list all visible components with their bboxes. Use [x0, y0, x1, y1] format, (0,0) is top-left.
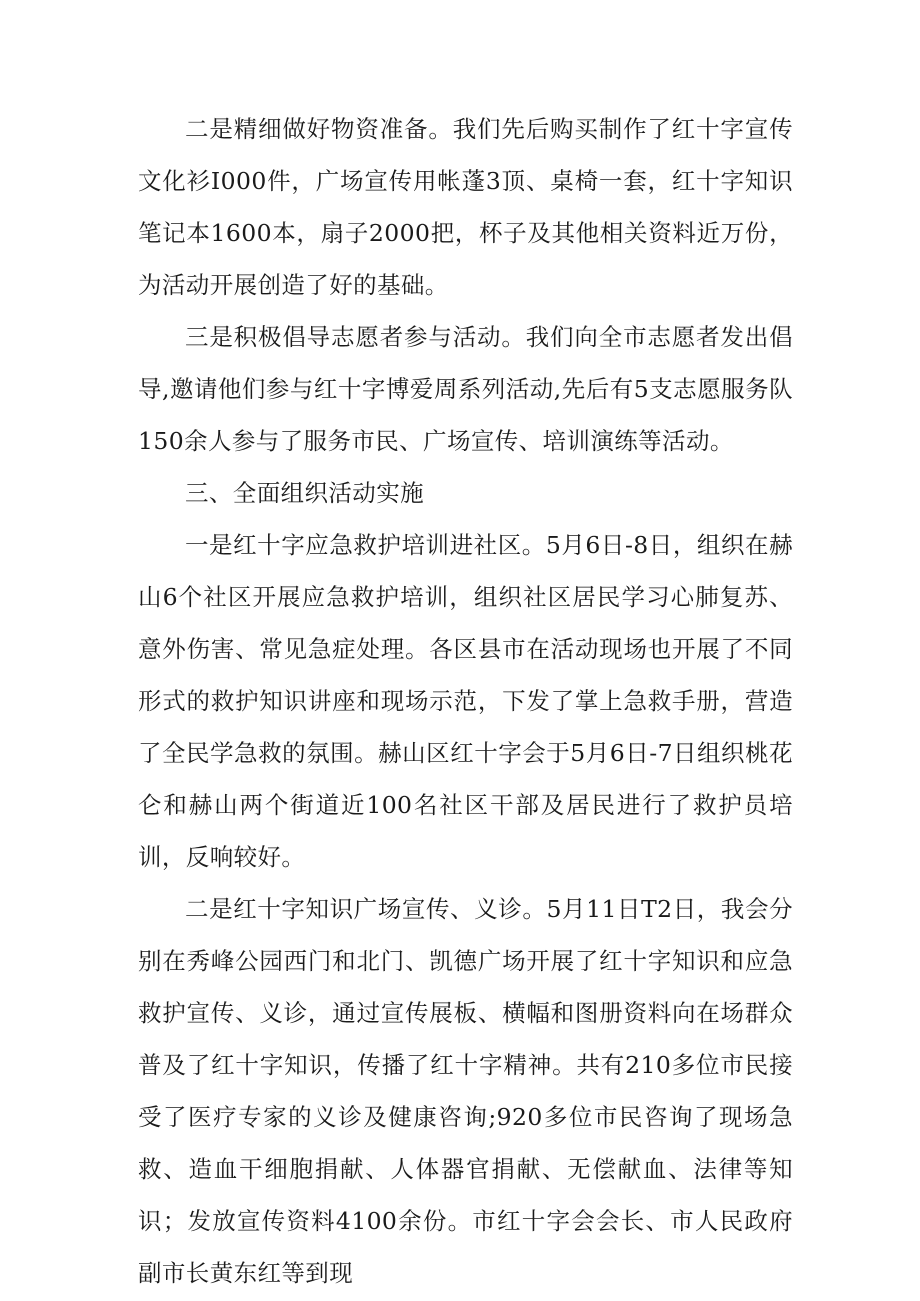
paragraph-volunteer-participation: 三是积极倡导志愿者参与活动。我们向全市志愿者发出倡导,邀请他们参与红十字博爱周系列活动,先后有5支志愿服务队150余人参与了服务市民、广场宣传、培训演练等活动。: [138, 323, 793, 455]
paragraph-material-preparation: 二是精细做好物资准备。我们先后购买制作了红十字宣传文化衫I000件，广场宣传用帐蓬3顶、桌椅一套，红十字知识笔记本1600本，扇子2000把，杯子及其他相关资料近万份，为活动开展创造了好的基础。: [138, 115, 793, 299]
section-heading-activity-implementation: 三、全面组织活动实施: [185, 479, 424, 507]
paragraph-square-publicity: 二是红十字知识广场宣传、义诊。5月11日T2日，我会分别在秀峰公园西门和北门、凯德广场开展了红十字知识和应急救护宣传、义诊，通过宣传展板、横幅和图册资料向在场群众普及了红十字知识，传播了红十字精神。共有210多位市民接受了医疗专家的义诊及健康咨询;920多位市民咨询了现场急救、造血干细胞捐献、人体器官捐献、无偿献血、法律等知识；发放宣传资料4100余份。市红十字会会长、市人民政府副市长黄东红等到现: [138, 895, 793, 1287]
paragraph-community-training: 一是红十字应急救护培训进社区。5月6日-8日，组织在赫山6个社区开展应急救护培训，组织社区居民学习心肺复苏、意外伤害、常见急症处理。各区县市在活动现场也开展了不同形式的救护知识讲座和现场示范，下发了掌上急救手册，营造了全民学急救的氛围。赫山区红十字会于5月6日-7日组织桃花仑和赫山两个街道近100名社区干部及居民进行了救护员培训，反响较好。: [138, 531, 793, 871]
document-page: [138, 103, 793, 1299]
